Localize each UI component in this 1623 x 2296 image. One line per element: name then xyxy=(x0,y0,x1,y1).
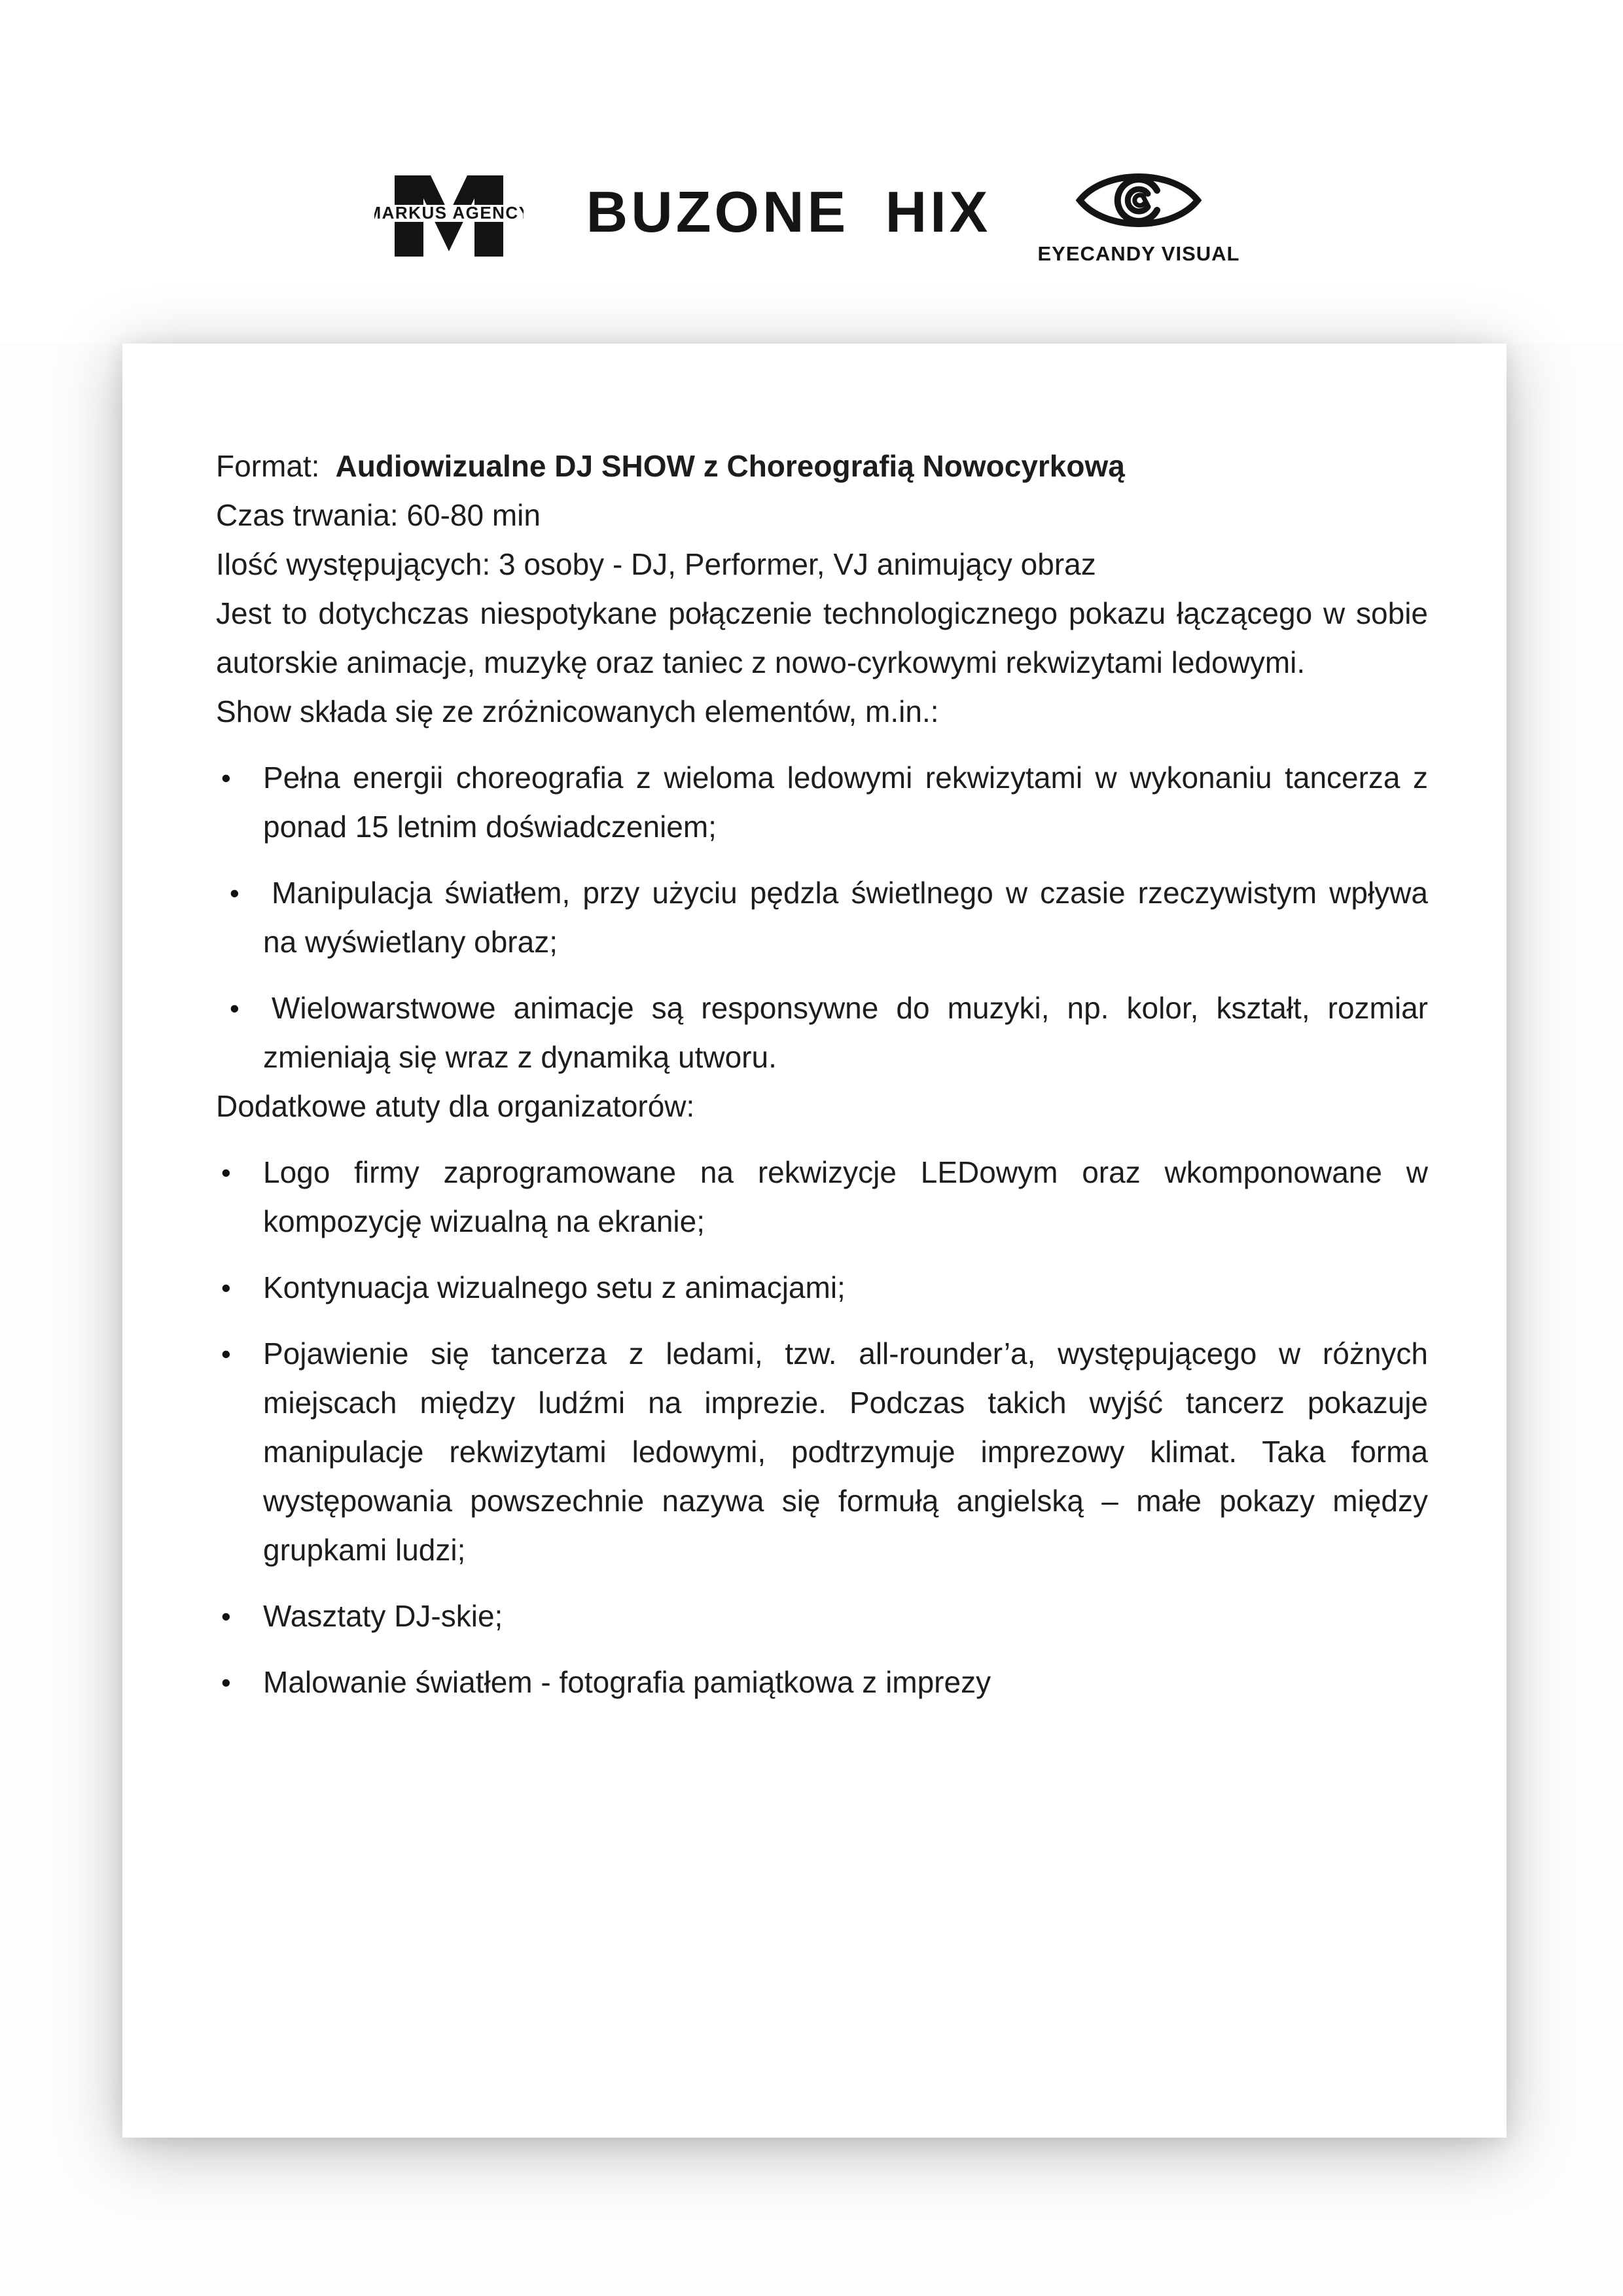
intro-paragraph: Jest to dotychczas niespotykane połączenie technologicznego pokazu łączącego w sobie autorskie animacje, muzykę oraz taniec z nowo-cyrkowymi rekwizytami ledowymi. xyxy=(216,596,1428,679)
list-item: • Wasztaty DJ-skie; xyxy=(216,1592,1428,1641)
list-item: • Manipulacja światłem, przy użyciu pędzla świetlnego w czasie rzeczywistym wpływa na wyświetlany obraz; xyxy=(216,869,1428,967)
format-line xyxy=(216,442,1428,491)
show-lead: Show składa się ze zróżnicowanych elementów, m.in.: xyxy=(216,694,939,728)
list-item: • Kontynuacja wizualnego setu z animacjami; xyxy=(216,1263,1428,1312)
extras-lead: Dodatkowe atuty dla organizatorów: xyxy=(216,1089,695,1123)
list-item: • Wielowarstwowe animacje są responsywne do muzyki, np. kolor, kształt, rozmiar zmieniają się wraz z dynamiką utworu. xyxy=(216,984,1428,1082)
markus-wordmark: MARKUS AGENCY xyxy=(374,203,524,223)
buzone-hix-wordmark: BUZONE HIX xyxy=(586,179,991,244)
eyecandy-caption: EYECANDY VISUAL xyxy=(1037,242,1240,265)
list-item: • Logo firmy zaprogramowane na rekwizycje LEDowym oraz wkomponowane w kompozycję wizualną na ekranie; xyxy=(216,1148,1428,1246)
format-value: Audiowizualne DJ SHOW z Choreografią Nowocyrkową xyxy=(335,449,1125,483)
header-logo-bar xyxy=(0,0,1623,344)
format-label: Format: xyxy=(216,449,320,483)
markus-m-icon xyxy=(374,174,524,258)
eye-icon xyxy=(1073,164,1204,237)
document-card xyxy=(122,344,1507,2138)
performers-line: Ilość występujących: 3 osoby - DJ, Performer, VJ animujący obraz xyxy=(216,547,1096,581)
extras-list xyxy=(216,1148,1428,1707)
list-item: • Malowanie światłem - fotografia pamiątkowa z imprezy xyxy=(216,1658,1428,1707)
list-item: • Pojawienie się tancerza z ledami, tzw. all-rounder’a, występującego w różnych miejscach między ludźmi na imprezie. Podczas takich wyjść tancerz pokazuje manipulacje rekwizytami ledowymi, podtrzymuje imprezowy klimat. Taka forma występowania powszechnie nazywa się formułą angielską – małe pokazy między grupkami ludzi; xyxy=(216,1329,1428,1575)
list-item: • Pełna energii choreografia z wieloma ledowymi rekwizytami w wykonaniu tancerza z ponad 15 letnim doświadczeniem; xyxy=(216,753,1428,852)
markus-agency-logo xyxy=(374,174,524,258)
eyecandy-logo xyxy=(1029,164,1249,266)
show-elements-list xyxy=(216,753,1428,1082)
duration-line: Czas trwania: 60-80 min xyxy=(216,498,541,532)
